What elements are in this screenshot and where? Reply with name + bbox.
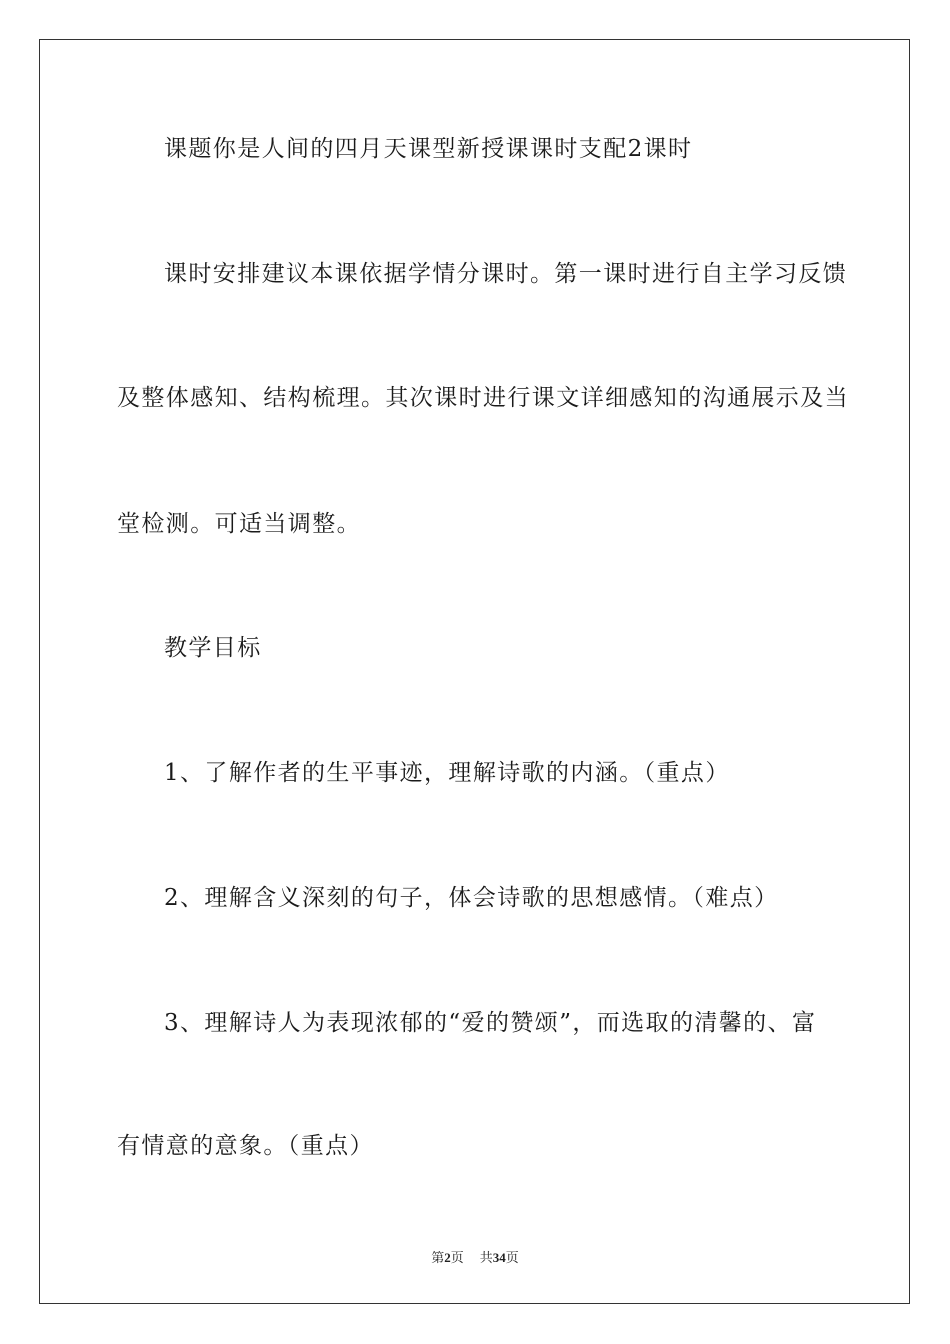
schedule-paragraph-line-1: 课时安排建议本课依据学情分课时。第一课时进行自主学习反馈 bbox=[164, 261, 848, 287]
total-pages: 34 bbox=[492, 1250, 506, 1265]
schedule-paragraph-line-3: 堂检测。可适当调整。 bbox=[117, 511, 361, 537]
section-heading-objectives: 教学目标 bbox=[164, 635, 262, 661]
page-border bbox=[39, 39, 910, 1304]
page-prefix: 第 bbox=[431, 1250, 445, 1265]
total-suffix: 页 bbox=[505, 1250, 519, 1265]
total-prefix: 共 bbox=[479, 1250, 493, 1265]
schedule-paragraph-line-2: 及整体感知、结构梳理。其次课时进行课文详细感知的沟通展示及当 bbox=[117, 385, 849, 411]
page-number: 2 bbox=[444, 1250, 451, 1265]
page-suffix: 页 bbox=[450, 1250, 464, 1265]
objective-item-1: 1、了解作者的生平事迹，理解诗歌的内涵。（重点） bbox=[164, 760, 730, 786]
lesson-info-line: 课题你是人间的四月天课型新授课课时支配2课时 bbox=[164, 136, 693, 162]
page-footer bbox=[0, 1247, 950, 1266]
objective-item-2: 2、理解含义深刻的句子，体会诗歌的思想感情。（难点） bbox=[164, 885, 779, 911]
objective-item-3-line-1: 3、理解诗人为表现浓郁的“爱的赞颂”，而选取的清馨的、富 bbox=[164, 1010, 817, 1036]
objective-item-3-line-2: 有情意的意象。（重点） bbox=[117, 1133, 374, 1159]
